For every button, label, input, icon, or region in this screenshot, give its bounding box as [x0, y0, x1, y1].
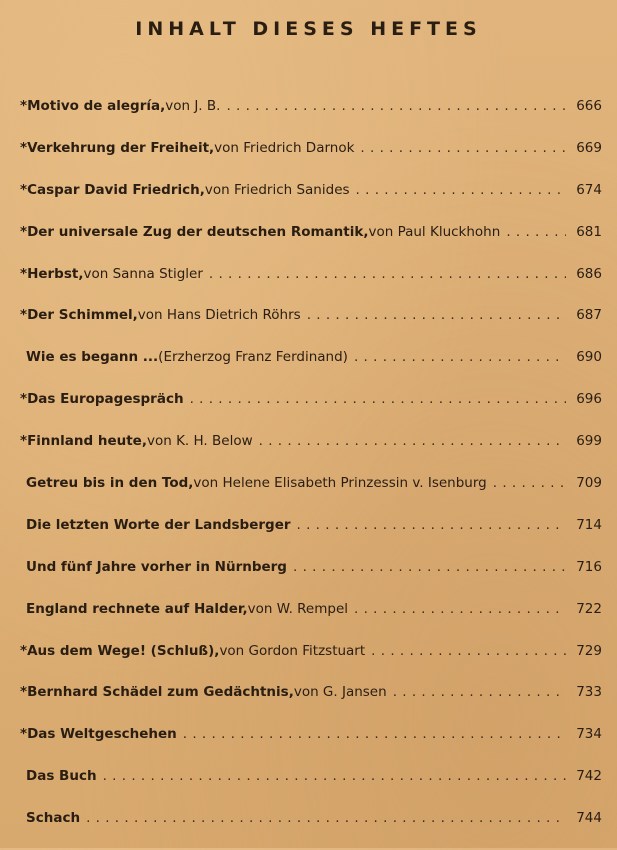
entry-author: von Paul Kluckhohn [368, 223, 501, 240]
entry-title: Verkehrung der Freiheit, [27, 139, 215, 156]
star-mark: * [20, 223, 28, 240]
page-number: 686 [576, 265, 602, 282]
entry-author: von Friedrich Darnok [214, 139, 355, 156]
dot-leader [183, 724, 566, 744]
entry-title: Getreu bis in den Tod, [26, 475, 194, 492]
page-number: 742 [576, 768, 602, 785]
star-mark: * [20, 307, 28, 324]
star-mark: * [20, 642, 28, 659]
entry-title: Das Weltgeschehen [27, 726, 177, 743]
toc-entry [20, 557, 602, 599]
dot-leader [226, 96, 566, 116]
entry-title: Caspar David Friedrich, [27, 181, 205, 198]
toc-entry [20, 431, 602, 473]
toc-entry [20, 347, 602, 389]
entry-title: Finnland heute, [27, 433, 147, 450]
star-mark: * [20, 139, 28, 156]
page-number: 733 [576, 684, 602, 701]
page-number: 729 [576, 642, 602, 659]
dot-leader [356, 180, 566, 200]
page-number: 674 [576, 181, 602, 198]
page-number: 734 [576, 726, 602, 743]
entry-title: Wie es begann ... [26, 349, 159, 366]
toc-entry [20, 222, 602, 264]
dot-leader [209, 264, 566, 284]
toc-entry [20, 682, 602, 724]
toc-entry [20, 96, 602, 138]
entry-author: von Sanna Stigler [83, 265, 203, 282]
entry-author: von J. B. [165, 98, 221, 114]
toc-entry [20, 599, 602, 641]
page-number: 709 [576, 475, 602, 492]
toc-entry [20, 180, 602, 222]
dot-leader [293, 557, 566, 577]
dot-leader [354, 347, 566, 367]
entry-title: Aus dem Wege! (Schluß), [27, 642, 220, 659]
star-mark: * [20, 265, 28, 282]
page-number: 669 [576, 139, 602, 156]
page-number: 687 [576, 307, 602, 324]
entry-title: Schach [26, 810, 81, 827]
entry-title: Der Schimmel, [27, 307, 138, 324]
dot-leader [493, 473, 566, 493]
dot-leader [86, 808, 566, 828]
page-number: 722 [576, 600, 602, 617]
page-title: INHALT DIESES HEFTES [135, 18, 482, 40]
entry-author: von Helene Elisabeth Prinzessin v. Isenburg [193, 475, 487, 492]
page-number: 696 [576, 391, 602, 408]
toc-entry [20, 515, 602, 557]
dot-leader [259, 431, 566, 451]
page-number: 716 [576, 558, 602, 575]
dot-leader [190, 389, 566, 409]
dot-leader [103, 766, 566, 786]
table-of-contents [20, 96, 602, 850]
entry-author: von G. Jansen [293, 684, 387, 701]
page-number: 690 [576, 349, 602, 366]
page-number: 681 [576, 223, 602, 240]
dot-leader [360, 138, 566, 158]
dot-leader [354, 599, 566, 619]
star-mark: * [20, 726, 28, 743]
page-number: 744 [576, 810, 602, 827]
entry-title: England rechnete auf Halder, [26, 600, 248, 617]
entry-title: Bernhard Schädel zum Gedächtnis, [27, 684, 294, 701]
star-mark: * [20, 391, 28, 408]
page-number: 699 [576, 433, 602, 450]
entry-title: Das Buch [26, 768, 97, 785]
toc-entry [20, 138, 602, 180]
entry-title: Das Europagespräch [27, 391, 184, 408]
entry-author: von K. H. Below [146, 433, 253, 450]
toc-entry [20, 808, 602, 850]
toc-entry [20, 305, 602, 347]
dot-leader [297, 515, 566, 535]
entry-title: Und fünf Jahre vorher in Nürnberg [26, 558, 287, 575]
toc-entry [20, 641, 602, 683]
toc-entry [20, 473, 602, 515]
star-mark: * [20, 433, 28, 450]
page-number: 666 [576, 98, 602, 114]
dot-leader [506, 222, 566, 242]
entry-author: von W. Rempel [247, 600, 349, 617]
toc-entry [20, 724, 602, 766]
star-mark: * [20, 684, 28, 701]
page-number: 714 [576, 516, 602, 533]
toc-entry [20, 766, 602, 808]
entry-author: von Hans Dietrich Röhrs [137, 307, 301, 324]
dot-leader [393, 682, 566, 702]
toc-entry [20, 264, 602, 306]
entry-author: (Erzherzog Franz Ferdinand) [158, 349, 348, 366]
dot-leader [307, 305, 566, 325]
star-mark: * [20, 181, 28, 198]
toc-entry [20, 389, 602, 431]
entry-author: von Friedrich Sanides [204, 181, 350, 198]
star-mark: * [20, 98, 28, 114]
entry-title: Die letzten Worte der Landsberger [26, 516, 291, 533]
entry-title: Herbst, [27, 265, 84, 282]
entry-author: von Gordon Fitzstuart [219, 642, 366, 659]
entry-title: Der universale Zug der deutschen Romantik, [27, 223, 369, 240]
entry-title: Motivo de alegría, [27, 98, 166, 114]
dot-leader [371, 641, 566, 661]
